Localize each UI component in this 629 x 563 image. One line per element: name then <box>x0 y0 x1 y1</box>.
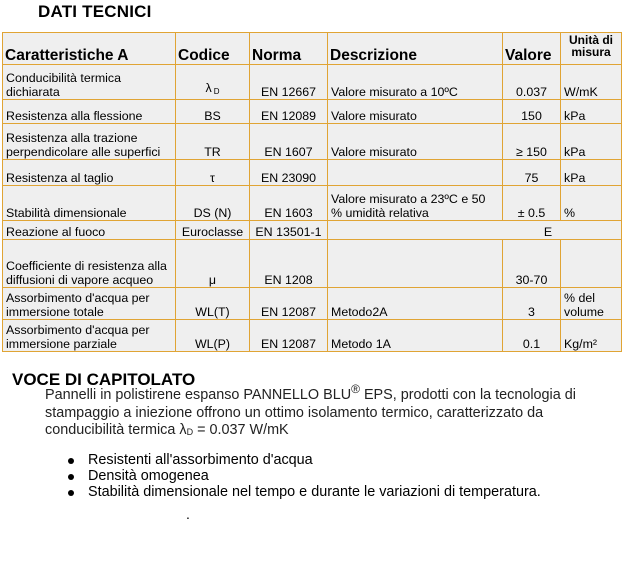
lambda-subscript: D <box>186 427 194 437</box>
column-header: Valore <box>503 33 561 65</box>
cell-value: 75 <box>503 160 561 186</box>
registered-mark: ® <box>351 382 360 397</box>
cell-description: Valore misurato <box>328 100 503 124</box>
cell-characteristic: Resistenza alla flessione <box>3 100 176 124</box>
technical-data-table <box>2 32 622 352</box>
column-header: Caratteristiche A <box>3 33 176 65</box>
cell-norm: EN 12087 <box>250 288 328 320</box>
paragraph-text: Pannelli in polistirene espanso PANNELLO BLU <box>45 387 352 403</box>
cell-norm: EN 13501-1 <box>250 221 328 240</box>
cell-code: WL(T) <box>176 288 250 320</box>
page-title: DATI TECNICI <box>38 2 152 21</box>
cell-unit: kPa <box>561 100 622 124</box>
column-header: Descrizione <box>328 33 503 65</box>
bullet-icon <box>68 474 74 480</box>
cell-norm: EN 12667 <box>250 65 328 100</box>
table-row <box>3 124 622 160</box>
column-header: Unità di misura <box>561 33 622 65</box>
cell-unit: kPa <box>561 124 622 160</box>
table-row <box>3 288 622 320</box>
cell-code: τ <box>176 160 250 186</box>
cell-characteristic: Resistenza alla trazione perpendicolare alle superfici <box>3 124 176 160</box>
cell-value: 0.037 <box>503 65 561 100</box>
list-item-text: Stabilità dimensionale nel tempo e durante le variazioni di temperatura. <box>88 483 541 500</box>
cell-description: Valore misurato a 10ºC <box>328 65 503 100</box>
section-title: VOCE DI CAPITOLATO <box>12 370 196 389</box>
cell-code <box>176 65 250 100</box>
bullet-icon <box>68 458 74 464</box>
cell-characteristic: Resistenza al taglio <box>3 160 176 186</box>
table-row <box>3 320 622 352</box>
table-header-row <box>3 33 622 65</box>
cell-description: Metodo2A <box>328 288 503 320</box>
cell-description <box>328 160 503 186</box>
cell-characteristic: Coefficiente di resistenza alla diffusioni di vapore acqueo <box>3 240 176 288</box>
list-item <box>68 485 541 501</box>
cell-value: 30-70 <box>503 240 561 288</box>
cell-value: 3 <box>503 288 561 320</box>
cell-norm: EN 12089 <box>250 100 328 124</box>
list-item-text: Densità omogenea <box>88 467 209 484</box>
cell-code: DS (N) <box>176 186 250 221</box>
cell-characteristic: Stabilità dimensionale <box>3 186 176 221</box>
table-row <box>3 221 622 240</box>
features-list <box>68 453 541 500</box>
cell-unit: W/mK <box>561 65 622 100</box>
cell-norm: EN 1603 <box>250 186 328 221</box>
cell-description: Valore misurato <box>328 124 503 160</box>
table-row <box>3 240 622 288</box>
table-row <box>3 100 622 124</box>
cell-code: BS <box>176 100 250 124</box>
list-item-text: Resistenti all'assorbimento d'acqua <box>88 452 313 468</box>
column-header: Codice <box>176 33 250 65</box>
bullet-icon <box>68 490 74 496</box>
table-row <box>3 65 622 100</box>
cell-norm: EN 23090 <box>250 160 328 186</box>
cell-value: ± 0.5 <box>503 186 561 221</box>
cell-unit <box>561 240 622 288</box>
cell-characteristic: Assorbimento d'acqua per immersione totale <box>3 288 176 320</box>
cell-norm: EN 1208 <box>250 240 328 288</box>
cell-code: μ <box>176 240 250 288</box>
cell-description: Metodo 1A <box>328 320 503 352</box>
cell-value: ≥ 150 <box>503 124 561 160</box>
cell-unit: % del volume <box>561 288 622 320</box>
code-symbol: λ <box>205 81 212 95</box>
cell-value: E <box>328 221 622 240</box>
list-item <box>68 469 541 485</box>
table-row <box>3 186 622 221</box>
cell-code: TR <box>176 124 250 160</box>
code-subscript: D <box>213 87 220 96</box>
list-item <box>68 453 541 469</box>
paragraph-text: = 0.037 W/mK <box>193 422 289 438</box>
column-header: Norma <box>250 33 328 65</box>
cell-unit: kPa <box>561 160 622 186</box>
paragraph-text: EPS, prodotti con la tecnologia di stampaggio a iniezione offrono un ottimo isolamento termico, caratterizzato da conducibilità termica λ <box>45 387 576 438</box>
cell-value: 0.1 <box>503 320 561 352</box>
cell-unit: % <box>561 186 622 221</box>
cell-norm: EN 1607 <box>250 124 328 160</box>
description-paragraph <box>45 382 605 442</box>
cell-value: 150 <box>503 100 561 124</box>
cell-code: WL(P) <box>176 320 250 352</box>
cell-norm: EN 12087 <box>250 320 328 352</box>
table-row <box>3 160 622 186</box>
cell-description <box>328 240 503 288</box>
stray-dot: . <box>186 506 190 522</box>
cell-unit: Kg/m² <box>561 320 622 352</box>
cell-code: Euroclasse <box>176 221 250 240</box>
cell-characteristic: Assorbimento d'acqua per immersione parziale <box>3 320 176 352</box>
cell-characteristic: Conducibilità termica dichiarata <box>3 65 176 100</box>
cell-characteristic: Reazione al fuoco <box>3 221 176 240</box>
cell-description: Valore misurato a 23ºC e 50 % umidità relativa <box>328 186 503 221</box>
